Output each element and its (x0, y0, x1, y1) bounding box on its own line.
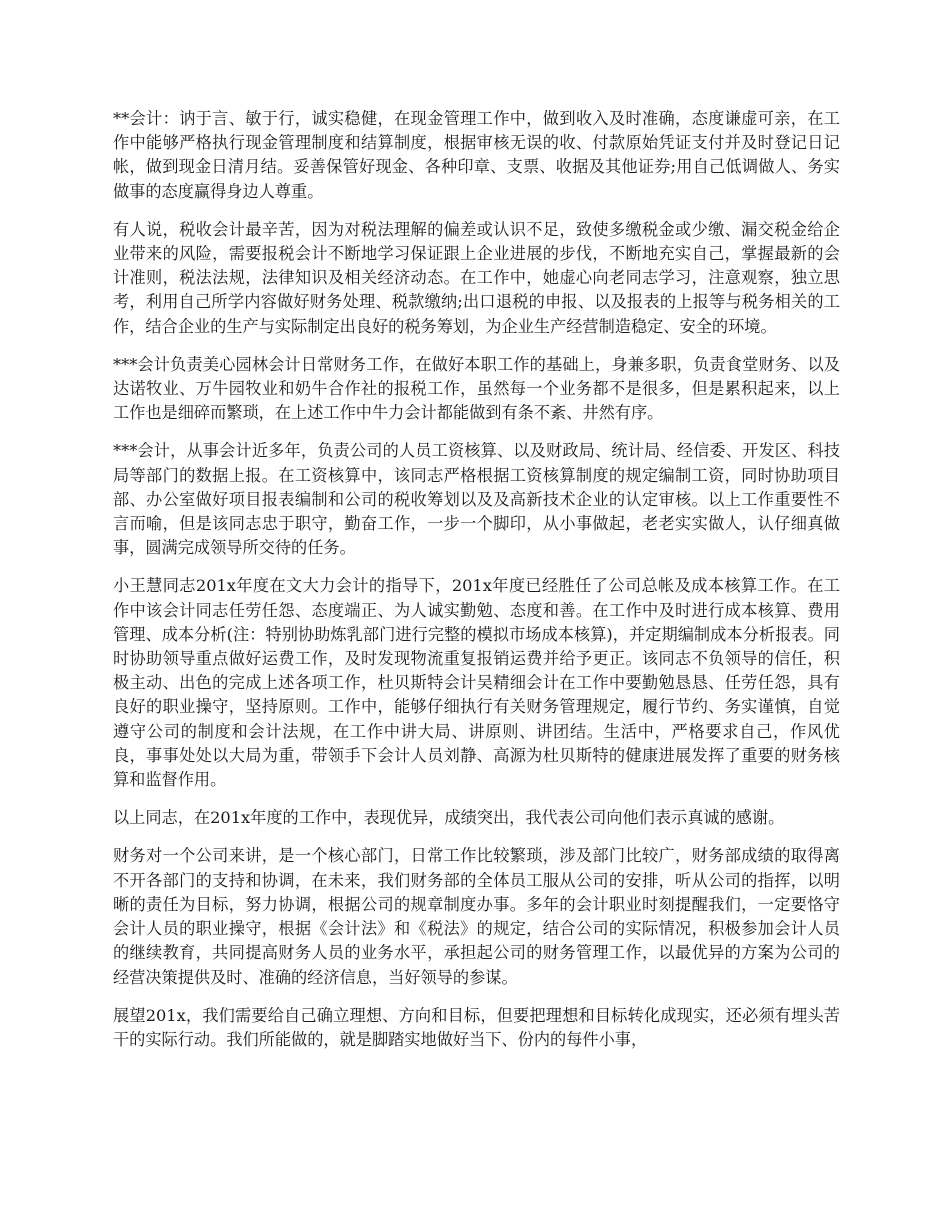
paragraph: 以上同志，在201x年度的工作中，表现优异，成绩突出，我代表公司向他们表示真诚的感谢。 (113, 808, 785, 828)
paragraph: ***会计，从事会计近多年，负责公司的人员工资核算、以及财政局、统计局、经信委、开发区、科技局等部门的数据上报。在工资核算中，该同志严格根据工资核算制度的规定编制工资，同时协助项目部、办公室做好项目报表编制和公司的税收筹划以及及高新技术企业的认定审核。以上工作重要性不言而喻，但是该同志忠于职守，勤奋工作，一步一个脚印，从小事做起，老老实实做人，认仔细真做事，圆满完成领导所交待的任务。 (113, 441, 840, 558)
paragraph: 有人说，税收会计最辛苦，因为对税法理解的偏差或认识不足，致使多缴税金或少缴、漏交税金给企业带来的风险，需要报税会计不断地学习保证跟上企业进展的步伐，不断地充实自己，掌握最新的会计准则，税法法规，法律知识及相关经济动态。在工作中，她虚心向老同志学习，注意观察，独立思考，利用自己所学内容做好财务处理、税款缴纳;出口退税的申报、以及报表的上报等与税务相关的工作，结合企业的生产与实际制定出良好的税务筹划，为企业生产经营制造稳定、安全的环境。 (113, 219, 840, 336)
paragraph: **会计：讷于言、敏于行，诚实稳健，在现金管理工作中，做到收入及时准确，态度谦虚可亲，在工作中能够严格执行现金管理制度和结算制度，根据审核无误的收、付款原始凭证支付并及时登记日记帐，做到现金日清月结。妥善保管好现金、各种印章、支票、收据及其他证券;用自己低调做人、务实做事的态度赢得身边人尊重。 (113, 109, 840, 201)
paragraph: ***会计负责美心园林会计日常财务工作，在做好本职工作的基础上，身兼多职，负责食堂财务、以及达诺牧业、万牛园牧业和奶牛合作社的报税工作，虽然每一个业务都不是很多，但是累积起来，以上工作也是细碎而繁琐，在上述工作中牛力会计都能做到有条不紊、井然有序。 (113, 354, 840, 423)
paragraph: 展望201x，我们需要给自己确立理想、方向和目标，但要把理想和目标转化成现实，还必须有埋头苦干的实际行动。我们所能做的，就是脚踏实地做好当下、份内的每件小事， (113, 1005, 840, 1049)
paragraph: 小王慧同志201x年度在文大力会计的指导下，201x年度已经胜任了公司总帐及成本核算工作。在工作中该会计同志任劳任怨、态度端正、为人诚实勤勉、态度和善。在工作中及时进行成本核算、费用管理、成本分析(注：特别协助炼乳部门进行完整的模拟市场成本核算)，并定期编制成本分析报表。同时协助领导重点做好运费工作，及时发现物流重复报销运费并给予更正。该同志不负领导的信任，积极主动、出色的完成上述各项工作，杜贝斯特会计吴精细会计在工作中要勤勉恳恳、任劳任怨，具有良好的职业操守，坚持原则。工作中，能够仔细执行有关财务管理规定，履行节约、务实谨慎，自觉遵守公司的制度和会计法规，在工作中讲大局、讲原则、讲团结。生活中，严格要求自己，作风优良，事事处处以大局为重，带领手下会计人员刘静、高源为杜贝斯特的健康进展发挥了重要的财务核算和监督作用。 (113, 576, 840, 790)
paragraph: 财务对一个公司来讲，是一个核心部门，日常工作比较繁琐，涉及部门比较广，财务部成绩的取得离不开各部门的支持和协调，在未来，我们财务部的全体员工服从公司的安排，听从公司的指挥，以明晰的责任为目标，努力协调，根据公司的规章制度办事。多年的会计职业时刻提醒我们，一定要恪守会计人员的职业操守，根据《会计法》和《税法》的规定，结合公司的实际情况，积极参加会计人员的继续教育，共同提高财务人员的业务水平，承担起公司的财务管理工作，以最优异的方案为公司的经营决策提供及时、准确的经济信息，当好领导的参谋。 (113, 846, 840, 987)
document-page (113, 107, 840, 1066)
